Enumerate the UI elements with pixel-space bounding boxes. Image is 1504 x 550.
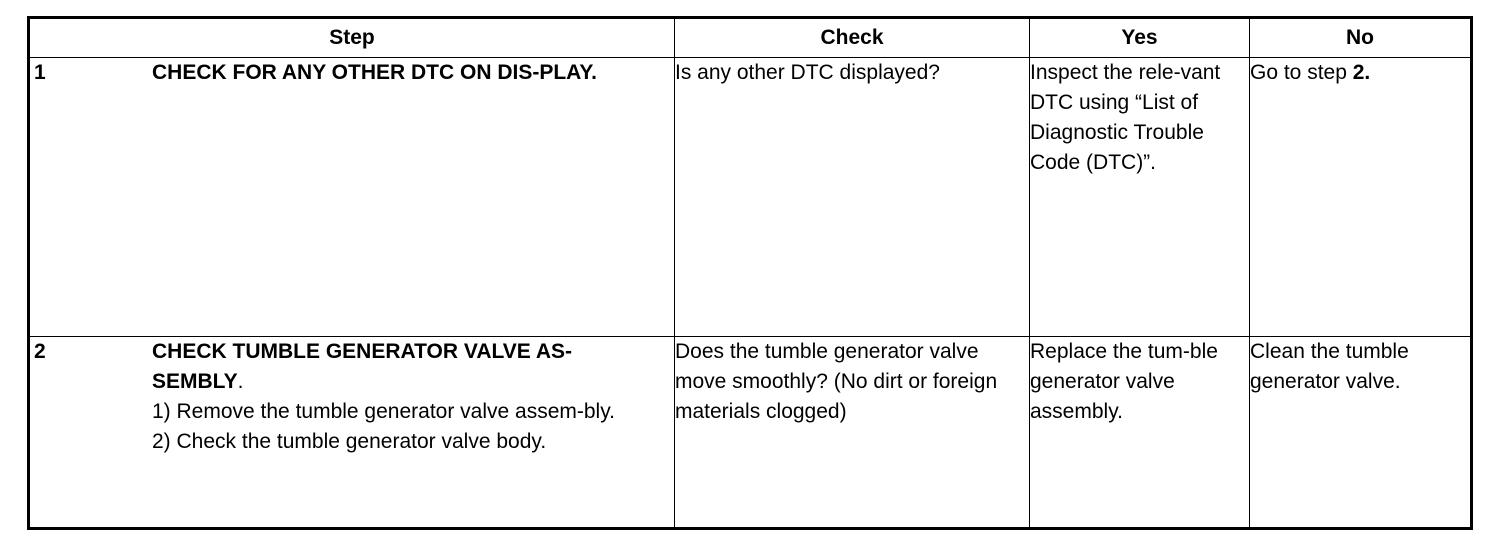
yes-text: Inspect the rele-vant DTC using “List of Diagnostic Trouble Code (DTC)”.	[1030, 61, 1221, 174]
no-text: Go to step	[1250, 61, 1353, 84]
table-row	[29, 58, 1472, 337]
step-body	[152, 337, 674, 457]
header-step: Step	[29, 18, 675, 58]
substep-2: 2) Check the tumble generator valve body.	[152, 429, 547, 453]
yes-cell	[1030, 336, 1250, 528]
no-step-ref: 2.	[1352, 61, 1371, 84]
no-cell	[1250, 58, 1472, 337]
step-title-bold: CHECK FOR ANY OTHER DTC ON DIS-PLAY.	[152, 61, 597, 84]
no-cell	[1250, 336, 1472, 528]
header-row	[29, 18, 1472, 58]
table-row	[29, 336, 1472, 528]
header-no: No	[1250, 18, 1472, 58]
substep-1: 1) Remove the tumble generator valve assem-bly.	[152, 399, 615, 423]
diagnostic-table	[27, 16, 1473, 530]
step-title-tail: .	[237, 369, 244, 393]
step-title-bold: CHECK TUMBLE GENERATOR VALVE AS-SEMBLY	[152, 339, 573, 393]
step-number: 2	[34, 339, 46, 363]
step-cell	[29, 336, 675, 528]
step-body	[152, 58, 674, 88]
step-title	[152, 337, 662, 397]
check-cell: Is any other DTC displayed?	[675, 58, 1030, 337]
check-cell	[675, 336, 1030, 528]
yes-cell	[1030, 58, 1250, 337]
step-cell	[29, 58, 675, 337]
header-yes: Yes	[1030, 18, 1250, 58]
no-text: Clean the tumble generator valve.	[1250, 339, 1409, 393]
yes-text: Replace the tum-ble generator valve assembly.	[1030, 339, 1218, 423]
check-text: Does the tumble generator valve move smoothly? (No dirt or foreign materials clogged)	[675, 339, 998, 423]
step-number: 1	[34, 61, 46, 84]
header-check: Check	[675, 18, 1030, 58]
step-title	[152, 58, 622, 88]
